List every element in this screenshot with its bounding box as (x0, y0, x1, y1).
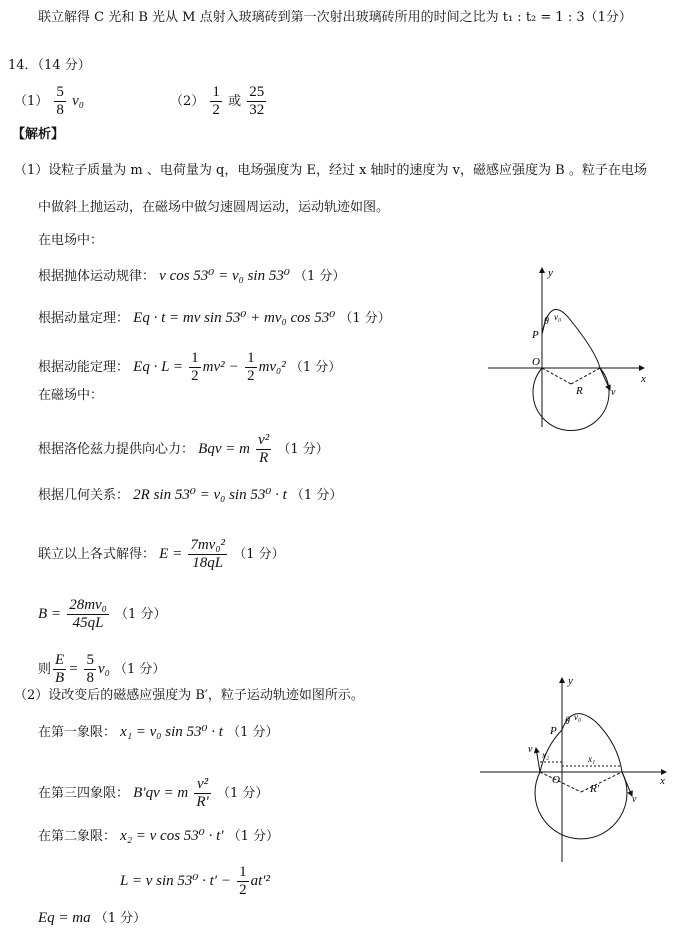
in-magnetic-field: 在磁场中： (38, 388, 104, 403)
radius-label: R (576, 385, 583, 397)
y-label: y (548, 267, 553, 279)
equation-7: B = $\frac{\text{28mv₀}}{45qL}$ （1 分） (38, 597, 167, 631)
velocity-arrow-left (536, 748, 540, 772)
radius-line-b (581, 772, 622, 792)
v0-label: v₀ (574, 712, 582, 722)
quadrant-34-eq: 在第三四象限： B′qv = m $\frac{\text{v²}}{R'}$ （1 分） (38, 776, 269, 810)
radius-line-a (542, 368, 571, 384)
origin-label: O (532, 356, 540, 368)
v0-label: v₀ (554, 312, 562, 322)
equation-4: 根据洛伦兹力提供向心力： Bqv = m $\frac{\text{v²}}{R}$ （1 分） (38, 432, 329, 466)
equation-2: 根据动量定理： Eq · t = mv sin 53⁰ + mv₀ cos 53⁰ （1 分） (38, 310, 391, 326)
x-label: x (660, 775, 665, 787)
quadrant-1-eq: 在第一象限： x₁ = v₀ sin 53⁰ · t （1 分） (38, 724, 279, 740)
equation-6: 联立以上各式解得： E = $\frac{\text{7mv₀²}}{18qL}$ （1 分） (38, 537, 285, 571)
part1-intro-2: 中做斜上抛运动，在磁场中做匀速圆周运动，运动轨迹如图。 (38, 200, 390, 215)
trajectory-figure-2 (476, 672, 676, 868)
circle-path (535, 772, 627, 839)
answer-1: （1） $\frac{5}{8}$ v₀ (14, 84, 84, 118)
x1-label: x₁ (588, 754, 596, 764)
last-equation: Eq = ma （1 分） (38, 910, 147, 926)
equation-5: 根据几何关系： 2R sin 53⁰ = v₀ sin 53⁰ · t （1 分） (38, 487, 343, 503)
quadrant-2-eq: 在第二象限： x₂ = v cos 53⁰ · t′ （1 分） (38, 828, 280, 844)
theta-label: θ (565, 716, 570, 727)
question-heading: 14．（14 分） (8, 58, 91, 73)
y-label: y (568, 675, 573, 687)
part1-intro-1: （1）设粒子质量为 m 、电荷量为 q，电场强度为 E，经过 x 轴时的速度为 v，磁感应强度为 B 。粒子在电场 (14, 163, 647, 178)
part2-intro: （2）设改变后的磁感应强度为 B′，粒子运动轨迹如图所示。 (14, 688, 364, 703)
radius-label: R′ (590, 783, 600, 795)
equation-8: 则 $\frac{E}{B}$ = $\frac{5}{8}$ v₀ （1 分） (38, 652, 166, 686)
origin-label: O (552, 774, 560, 786)
intro-result-line: 联立解得 C 光和 B 光从 M 点射入玻璃砖到第一次射出玻璃砖所用的时间之比为 t₁ : t₂ = 1 : 3（1分） (38, 10, 632, 25)
theta-label: θ (544, 316, 549, 327)
point-p-label: P (532, 329, 539, 341)
velocity-arrow (600, 368, 610, 390)
answer-2: （2） $\frac{1}{2}$ 或 $\frac{25}{32}$ (170, 84, 265, 118)
velocity-label: v (611, 387, 616, 398)
trajectory-figure-1 (484, 262, 652, 432)
circle-path (533, 368, 609, 431)
radius-line-b (571, 368, 600, 384)
L-equation: L = v sin 53⁰ · t′ − $\frac{1}{2}$ at′² (120, 864, 271, 898)
x-label: x (641, 373, 646, 385)
equation-3: 根据动能定理： Eq · L = $\frac{1}{2}$ mv² − $\frac{1}{2}$ mv₀² （1 分） (38, 350, 342, 384)
point-p-label: P (550, 725, 557, 737)
parabola-path (542, 310, 600, 369)
radius-line-a (540, 772, 581, 792)
in-electric-field: 在电场中： (38, 233, 104, 248)
velocity-left-label: v (528, 744, 533, 755)
analysis-heading: 【解析】 (12, 127, 65, 142)
velocity-label: v (632, 794, 637, 805)
equation-1: 根据抛体运动规律： v cos 53⁰ = v₀ sin 53⁰ （1 分） (38, 268, 346, 284)
x2-label: x₂ (542, 750, 550, 760)
